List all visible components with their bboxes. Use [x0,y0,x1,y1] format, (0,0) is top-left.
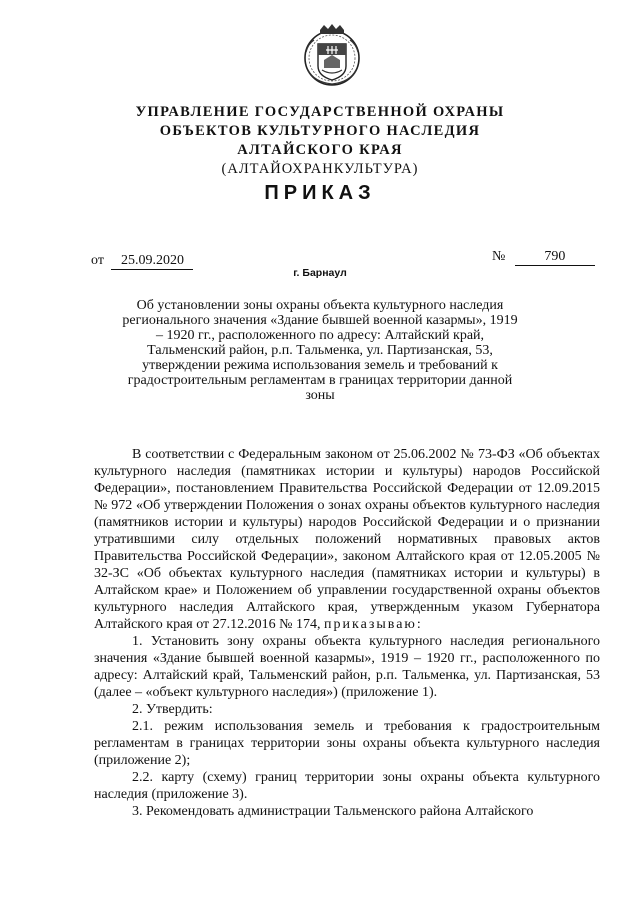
authority-name-line-3: АЛТАЙСКОГО КРАЯ [237,142,403,158]
order-subject: Об установлении зоны охраны объекта культурного наследия регионального значения «Здание бывшей военной казармы», 1919 – 1920 гг., расположенного по адресу: Алтайский край, Тальменский район, р.п. Тальменка, ул. Партизанская, 53, утверждении режима использования земель и требований к градостроительным регламентам в границах территории данной зоны [122,298,518,403]
preamble-paragraph [94,446,600,633]
city: г. Барнаул [293,267,347,279]
number-prefix: № [492,249,506,264]
clause-2-2: 2.2. карту (схему) границ территории зоны охраны объекта культурного наследия (приложение 3). [94,770,600,802]
order-word: приказываю: [324,617,423,632]
document-type-title: ПРИКАЗ [264,182,376,204]
authority-short-name: (АЛТАЙОХРАНКУЛЬТУРА) [221,161,419,177]
clause-2-1: 2.1. режим использования земель и требования к градостроительным регламентам в границах территории зоны охраны объекта культурного наследия (приложение 2); [94,719,600,768]
number-value: 790 [515,249,595,266]
preamble-text: В соответствии с Федеральным законом от 25.06.2002 № 73-ФЗ «Об объектах культурного наследия (памятниках истории и культуры) народов Российской Федерации», постановлением Правительства Российской Федерации от 12.09.2015 № 972 «Об утверждении Положения о зонах охраны объектов культурного наследия (памятников истории и культуры) народов Российской Федерации и о признании утратившими силу отдельных положений нормативных правовых актов Правительства Российской Федерации», законом Алтайского края от 12.05.2005 № 32-ЗС «Об объектах культурного наследия (памятниках истории и культуры) в Алтайском крае» и Положением об управлении государственной охраны объектов культурного наследия Алтайского края, утвержденным указом Губернатора Алтайского края от 27.12.2016 № 174, [94,447,600,632]
clause-3: 3. Рекомендовать администрации Тальменского района Алтайского [132,804,534,819]
order-body [94,446,600,820]
number-field [492,249,595,266]
clause-2: 2. Утвердить: [132,702,213,717]
authority-name-line-1: УПРАВЛЕНИЕ ГОСУДАРСТВЕННОЙ ОХРАНЫ [135,104,505,120]
clause-1: 1. Установить зону охраны объекта культурного наследия регионального значения «Здание бывшей военной казармы», 1919 – 1920 гг., расположенного по адресу: Алтайский край, Тальменский район, р.п. Тальменка, ул. Партизанская, 53 (далее – «объект культурного наследия») (приложение 1). [94,634,600,700]
authority-name-line-2: ОБЪЕКТОВ КУЛЬТУРНОГО НАСЛЕДИЯ [159,123,481,139]
date-value: 25.09.2020 [111,253,193,270]
date-prefix: от [91,253,104,268]
coat-of-arms-emblem [298,22,366,90]
